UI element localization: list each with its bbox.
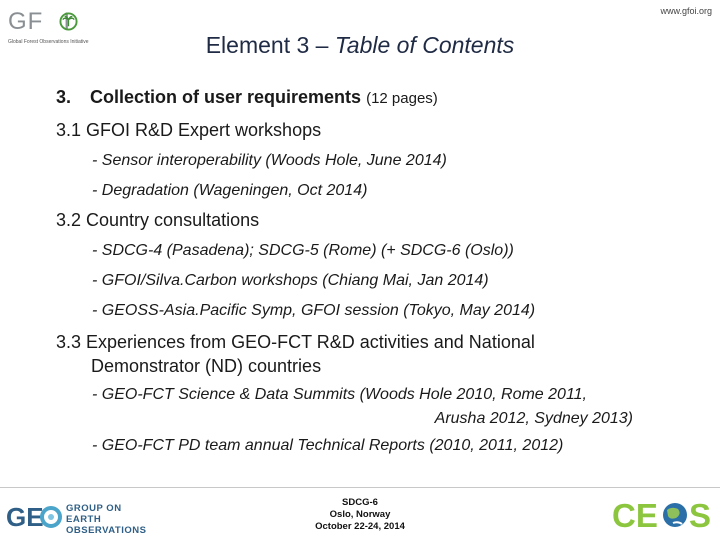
list-item: - Degradation (Wageningen, Oct 2014) (92, 182, 368, 199)
meeting-location: Oslo, Norway (329, 509, 391, 520)
geo-logo (6, 500, 181, 536)
title-emphasis: Table of Contents (334, 32, 515, 58)
list-item: - GEOSS-Asia.Pacific Symp, GFOI session (Tokyo, May 2014) (92, 302, 536, 319)
gfoi-logo-text: GF I (8, 8, 71, 35)
globe-palm-icon (59, 12, 78, 31)
list-item: - Sensor interoperability (Woods Hole, June 2014) (92, 152, 447, 169)
subsection-3-3: 3.3 Experiences from GEO-FCT R&D activities and National (56, 332, 535, 352)
svg-text:CE: CE (612, 497, 658, 534)
geo-line-1: GROUP ON (66, 503, 122, 514)
section-label: Collection of user requirements (90, 87, 362, 107)
list-item: - GFOI/Silva.Carbon workshops (Chiang Mai, Jan 2014) (92, 272, 489, 289)
subsection-3-1: 3.1 GFOI R&D Expert workshops (56, 120, 322, 140)
slide-title (0, 32, 720, 59)
subsection-3-2: 3.2 Country consultations (56, 210, 260, 230)
geo-logo-mark-icon (6, 502, 62, 532)
section-pages: (12 pages) (366, 90, 438, 107)
list-item: - GEO-FCT Science & Data Summits (Woods Hole 2010, Rome 2011, (92, 386, 587, 403)
meeting-name: SDCG-6 (342, 497, 378, 508)
geo-logo-text (66, 503, 181, 536)
list-item: - SDCG-4 (Pasadena); SDCG-5 (Rome) (+ SDCG-6 (Oslo)) (92, 242, 514, 259)
section-number: 3. (56, 87, 72, 107)
ceos-logo (612, 496, 712, 534)
title-main: Element 3 – (205, 32, 335, 58)
footer-divider (0, 487, 720, 488)
gfoi-logo-subtitle: Global Forest Observations Initiative (8, 39, 89, 45)
section-3-heading (56, 85, 696, 111)
site-url: www.gfoi.org (660, 6, 712, 16)
svg-text:S: S (689, 497, 712, 534)
meeting-info (300, 497, 420, 533)
list-item-cont: Arusha 2012, Sydney 2013) (434, 410, 633, 427)
ceos-logo-icon (612, 496, 712, 534)
subsection-3-3-cont: Demonstrator (ND) countries (91, 356, 322, 376)
toc-content (56, 85, 696, 462)
geo-line-2: EARTH OBSERVATIONS (66, 514, 147, 536)
meeting-dates: October 22-24, 2014 (315, 521, 405, 532)
list-item: - GEO-FCT PD team annual Technical Reports (2010, 2011, 2012) (92, 437, 564, 454)
svg-text:GE: GE (6, 502, 44, 532)
